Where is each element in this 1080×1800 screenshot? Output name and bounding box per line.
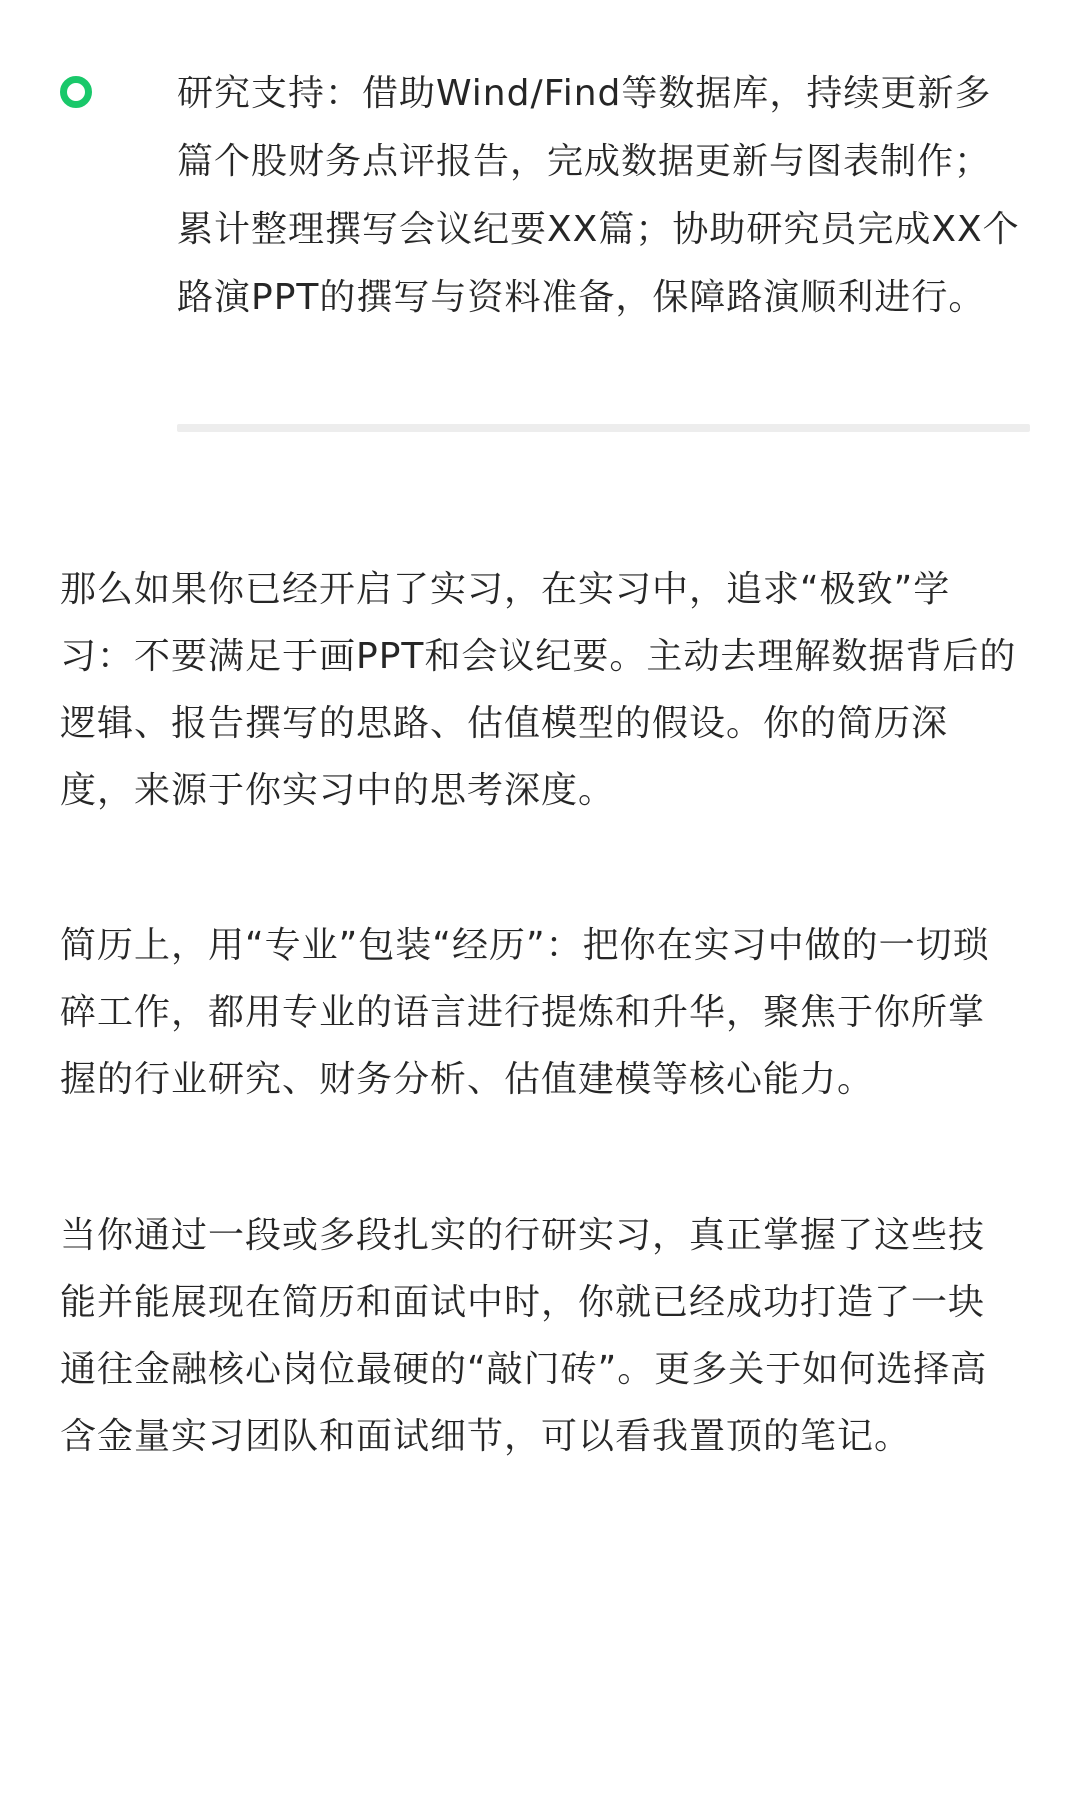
bullet-text: 研究支持：借助Wind/Find等数据库，持续更新多篇个股财务点评报告，完成数据更新与图表制作；累计整理撰写会议纪要XX篇；协助研究员完成XX个路演PPT的撰写与资料准备，保障路演顺利进行。 [177,73,1020,318]
divider [177,424,1030,432]
circle-bullet-icon [60,76,92,108]
paragraph-internship-learning: 那么如果你已经开启了实习，在实习中，追求“极致”学习：不要满足于画PPT和会议纪要。主动去理解数据背后的逻辑、报告撰写的思路、估值模型的假设。你的简历深度，来源于你实习中的思考深度。 [60,569,1017,811]
paragraph-resume-packaging: 简历上，用“专业”包装“经历”：把你在实习中做的一切琐碎工作，都用专业的语言进行提炼和升华，聚焦于你所掌握的行业研究、财务分析、估值建模等核心能力。 [60,925,990,1100]
paragraph-conclusion: 当你通过一段或多段扎实的行研实习，真正掌握了这些技能并能展现在简历和面试中时，你就已经成功打造了一块通往金融核心岗位最硬的“敲门砖”。更多关于如何选择高含金量实习团队和面试细节，可以看我置顶的笔记。 [60,1215,988,1457]
